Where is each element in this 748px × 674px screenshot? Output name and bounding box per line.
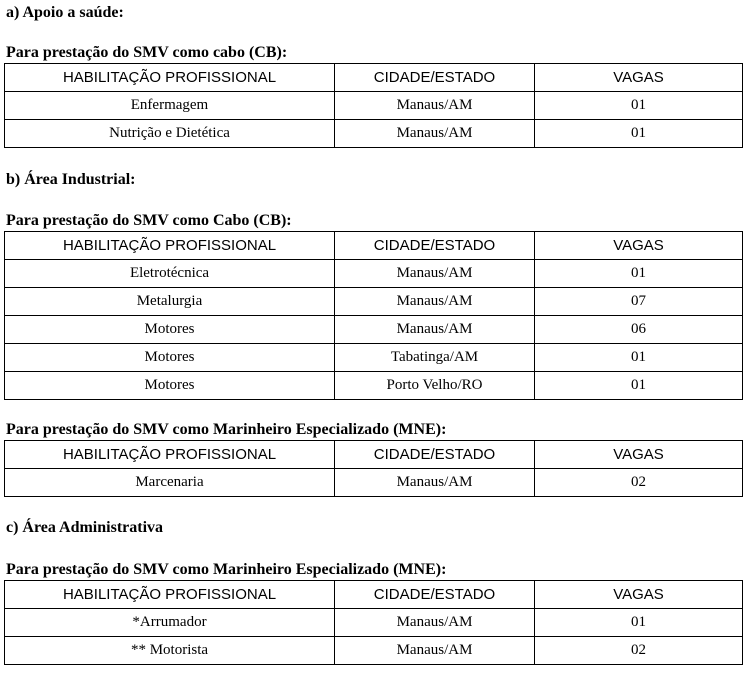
cell-cidade: Manaus/AM	[335, 469, 535, 497]
column-header-cidade: CIDADE/ESTADO	[335, 232, 535, 260]
table-row	[5, 120, 743, 148]
section-c-title: c) Área Administrativa	[6, 519, 164, 536]
cell-vagas: 01	[535, 609, 743, 637]
cell-cidade: Manaus/AM	[335, 92, 535, 120]
table-row	[5, 609, 743, 637]
cell-vagas: 02	[535, 637, 743, 665]
cell-cidade: Tabatinga/AM	[335, 344, 535, 372]
table-header-row	[5, 64, 743, 92]
cell-habilitacao: Marcenaria	[5, 469, 335, 497]
cell-vagas: 01	[535, 260, 743, 288]
cell-vagas: 01	[535, 92, 743, 120]
section-b-table-mne	[4, 440, 743, 497]
section-a-block-1-caption: Para prestação do SMV como cabo (CB):	[6, 44, 288, 61]
column-header-vagas: VAGAS	[535, 441, 743, 469]
column-header-habilitacao: HABILITAÇÃO PROFISSIONAL	[5, 581, 335, 609]
cell-vagas: 06	[535, 316, 743, 344]
table-row	[5, 260, 743, 288]
table-header-row	[5, 441, 743, 469]
column-header-vagas: VAGAS	[535, 232, 743, 260]
column-header-habilitacao: HABILITAÇÃO PROFISSIONAL	[5, 232, 335, 260]
cell-cidade: Manaus/AM	[335, 609, 535, 637]
cell-habilitacao: Motores	[5, 372, 335, 400]
cell-vagas: 01	[535, 344, 743, 372]
section-b-block-1-caption: Para prestação do SMV como Cabo (CB):	[6, 212, 292, 229]
table-row	[5, 344, 743, 372]
column-header-cidade: CIDADE/ESTADO	[335, 581, 535, 609]
cell-habilitacao: Metalurgia	[5, 288, 335, 316]
column-header-habilitacao: HABILITAÇÃO PROFISSIONAL	[5, 441, 335, 469]
cell-habilitacao: Motores	[5, 344, 335, 372]
cell-vagas: 02	[535, 469, 743, 497]
column-header-vagas: VAGAS	[535, 64, 743, 92]
cell-habilitacao: Enfermagem	[5, 92, 335, 120]
column-header-cidade: CIDADE/ESTADO	[335, 64, 535, 92]
column-header-cidade: CIDADE/ESTADO	[335, 441, 535, 469]
cell-cidade: Manaus/AM	[335, 637, 535, 665]
cell-habilitacao: ** Motorista	[5, 637, 335, 665]
section-b-block-2-caption: Para prestação do SMV como Marinheiro Especializado (MNE):	[6, 421, 447, 438]
section-a-table-cb	[4, 63, 743, 148]
table-row	[5, 288, 743, 316]
column-header-vagas: VAGAS	[535, 581, 743, 609]
section-b-title: b) Área Industrial:	[6, 171, 136, 188]
cell-cidade: Manaus/AM	[335, 120, 535, 148]
cell-cidade: Manaus/AM	[335, 288, 535, 316]
cell-vagas: 01	[535, 372, 743, 400]
cell-habilitacao: *Arrumador	[5, 609, 335, 637]
cell-vagas: 01	[535, 120, 743, 148]
cell-cidade: Manaus/AM	[335, 260, 535, 288]
column-header-habilitacao: HABILITAÇÃO PROFISSIONAL	[5, 64, 335, 92]
cell-habilitacao: Motores	[5, 316, 335, 344]
cell-cidade: Porto Velho/RO	[335, 372, 535, 400]
table-header-row	[5, 581, 743, 609]
table-row	[5, 372, 743, 400]
table-row	[5, 637, 743, 665]
table-header-row	[5, 232, 743, 260]
cell-habilitacao: Eletrotécnica	[5, 260, 335, 288]
section-c-table-mne	[4, 580, 743, 665]
section-a-title: a) Apoio a saúde:	[6, 4, 124, 21]
table-row	[5, 316, 743, 344]
cell-vagas: 07	[535, 288, 743, 316]
table-row	[5, 469, 743, 497]
cell-cidade: Manaus/AM	[335, 316, 535, 344]
table-row	[5, 92, 743, 120]
section-c-block-1-caption: Para prestação do SMV como Marinheiro Especializado (MNE):	[6, 561, 447, 578]
cell-habilitacao: Nutrição e Dietética	[5, 120, 335, 148]
section-b-table-cb	[4, 231, 743, 400]
